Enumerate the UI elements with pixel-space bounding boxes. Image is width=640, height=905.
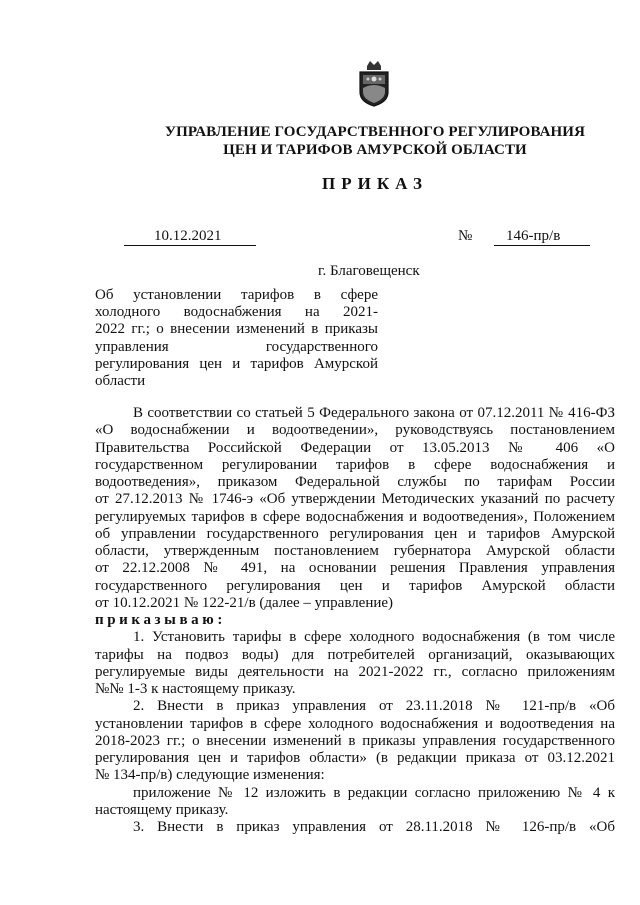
subject-line: Об установлении тарифов в сфере (95, 287, 378, 303)
preamble-line: от 27.12.2013 № 1746-э «Об утверждении Методических указаний по расчету (95, 491, 615, 508)
order-date: 10.12.2021 (154, 228, 222, 244)
preamble-line: от 22.12.2008 № 491, на основании решения Правления управления (95, 560, 615, 577)
item-2-paragraph (95, 698, 615, 784)
item-line: настоящему приказу. (95, 801, 229, 818)
subject-line: области (95, 373, 146, 390)
agency-name-line2: ЦЕН И ТАРИФОВ АМУРСКОЙ ОБЛАСТИ (223, 142, 527, 158)
preamble-line: государственного регулирования цен и тарифов Амурской области (95, 577, 615, 594)
preamble-line: регулируемых тарифов в сфере водоснабжения и водоотведения», Положением (95, 508, 615, 525)
coat-of-arms-emblem (355, 58, 393, 108)
preamble-line: от 10.12.2021 № 122-21/в (далее – управление) (95, 594, 394, 611)
item-line: 1. Установить тарифы в сфере холодного водоснабжения (в том числе (133, 629, 615, 646)
preamble-line: области, утвержденным постановлением губернатора Амурской области (95, 543, 615, 559)
order-date-field (124, 228, 256, 246)
item-line: №№ 1-3 к настоящему приказу. (95, 681, 296, 697)
item-3-paragraph (95, 819, 615, 836)
order-subject (95, 287, 378, 390)
number-sign: № (458, 228, 473, 244)
order-number: 146-пр/в (506, 228, 561, 244)
item-line: тарифы на подвоз воды) для потребителей организаций, оказывающих (95, 646, 615, 663)
item-line: № 134-пр/в) следующие изменения: (95, 767, 325, 784)
order-number-field (494, 228, 590, 246)
item-line: 2018-2023 гг.; о внесении изменений в приказы управления государственного (95, 732, 615, 749)
preamble-paragraph (95, 405, 615, 612)
subject-line: управления государственного (95, 338, 378, 355)
document-type-title: ПРИКАЗ (322, 174, 428, 193)
preamble-line: В соответствии со статьей 5 Федерального закона от 07.12.2011 № 416-ФЗ (133, 405, 615, 421)
item-line: регулирования цен и тарифов области» (в редакции приказа от 03.12.2021 (95, 750, 615, 766)
subject-line: регулирования цен и тарифов Амурской (95, 355, 378, 372)
city-name: г. Благовещенск (318, 263, 420, 279)
subject-line: 2022 гг.; о внесении изменений в приказы (95, 321, 378, 338)
item-line: приложение № 12 изложить в редакции согласно приложению № 4 к (133, 784, 615, 801)
subject-line: холодного водоснабжения на 2021- (95, 304, 378, 321)
preamble-line: Правительства Российской Федерации от 13.05.2013 № 406 «О (95, 439, 615, 456)
item-line: регулируемые виды деятельности на 2021-2022 гг., согласно приложениям (95, 663, 615, 680)
preamble-line: государственном регулировании тарифов в сфере водоснабжения и (95, 456, 615, 473)
orders-heading: приказываю: (95, 612, 226, 628)
preamble-line: об управлении государственного регулирования цен и тарифов Амурской (95, 525, 615, 542)
agency-name-line1: УПРАВЛЕНИЕ ГОСУДАРСТВЕННОГО РЕГУЛИРОВАНИЯ (164, 124, 586, 140)
item-line: установлении тарифов в сфере холодного водоснабжения и водоотведения на (95, 715, 615, 732)
item-line: 3. Внести в приказ управления от 28.11.2018 № 126-пр/в «Об (133, 819, 615, 835)
item-2-subparagraph (95, 785, 615, 820)
order-body (95, 405, 615, 836)
item-1-paragraph (95, 629, 615, 698)
item-line: 2. Внести в приказ управления от 23.11.2018 № 121-пр/в «Об (133, 698, 615, 715)
preamble-line: «О водоснабжении и водоотведении», руководствуясь постановлением (95, 422, 615, 439)
preamble-line: водоотведения», приказом Федеральной службы по тарифам России (95, 474, 615, 490)
